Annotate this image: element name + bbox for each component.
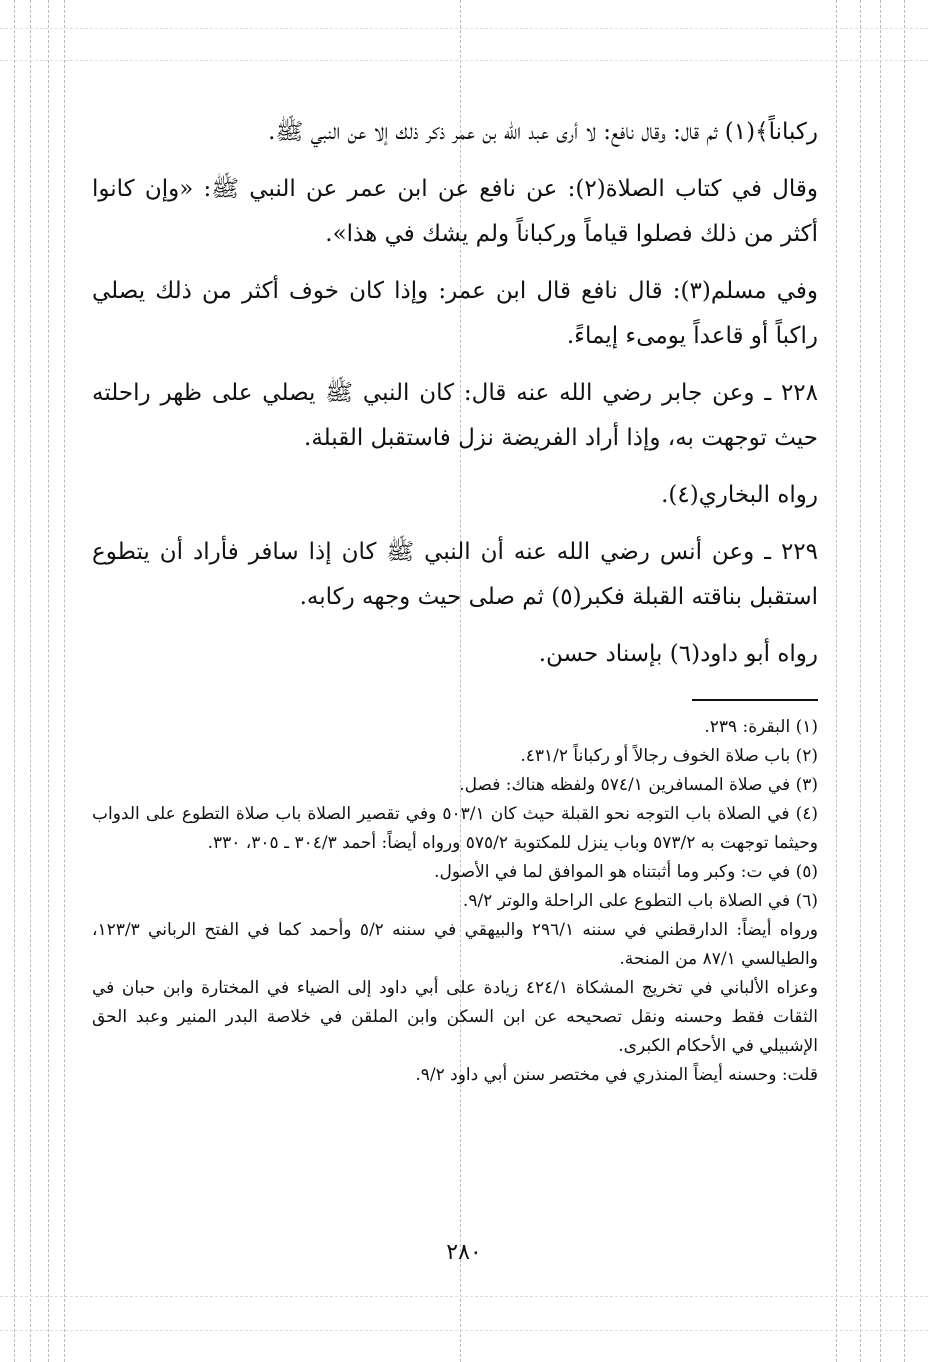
footnote: (٢) باب صلاة الخوف رجالاً أو ركباناً ٤٣١/٢. <box>520 746 818 766</box>
page-number: ٢٨٠ <box>446 1240 482 1265</box>
guide-line <box>0 28 928 29</box>
guide-line <box>0 60 928 61</box>
body-paragraph: ٢٢٨ ـ وعن جابر رضي الله عنه قال: كان النبي ﷺ يصلي على ظهر راحلته حيث توجهت به، وإذا أراد الفريضة نزل فاستقبل القبلة. <box>92 380 818 451</box>
guide-line <box>0 1296 928 1297</box>
footnote: ورواه أيضاً: الدارقطني في سننه ٢٩٦/١ والبيهقي في سننه ٥/٢ وأحمد كما في الفتح الرباني ١٢٣/٣، والطيالسي ٨٧/١ من المنحة. <box>92 920 818 969</box>
footnote: (١) البقرة: ٢٣٩. <box>704 717 818 737</box>
guide-line <box>880 0 881 1362</box>
guide-line <box>64 0 65 1362</box>
guide-line <box>0 1330 928 1331</box>
body-paragraph: رواه البخاري(٤). <box>661 482 818 508</box>
footnote-separator <box>692 699 818 701</box>
footnote: وعزاه الألباني في تخريج المشكاة ٤٢٤/١ زيادة على أبي داود إلى الضياء في المختارة وابن حبان في الثقات فقط وحسنه ونقل تصحيحه عن ابن السكن وابن الملقن في خلاصة البدر المنير وعبد الحق الإشبيلي في الأحكام الكبرى. <box>92 978 818 1056</box>
guide-line <box>860 0 861 1362</box>
body-paragraph: وفي مسلم(٣): قال نافع قال ابن عمر: وإذا كان خوف أكثر من ذلك يصلي راكباً أو قاعداً يومىء إيماءً. <box>92 278 818 349</box>
footnote: (٤) في الصلاة باب التوجه نحو القبلة حيث كان ٥٠٣/١ وفي تقصير الصلاة باب صلاة التطوع على الدواب وحيثما توجهت به ٥٧٣/٢ وباب ينزل للمكتوبة ٥٧٥/٢ ورواه أيضاً: أحمد ٣٠٤/٣ ـ ٣٠٥، ٣٣٠. <box>92 804 818 853</box>
footnote: قلت: وحسنه أيضاً المنذري في مختصر سنن أبي داود ٩/٢. <box>415 1065 818 1085</box>
body-paragraph: رواه أبو داود(٦) بإسناد حسن. <box>538 641 818 667</box>
guide-line <box>904 0 905 1362</box>
guide-line <box>836 0 837 1362</box>
footnote: (٦) في الصلاة باب التطوع على الراحلة والوتر ٩/٢. <box>462 891 818 911</box>
footnote: (٥) في ت: وكبر وما أثبتناه هو الموافق لما في الأصول. <box>434 862 818 882</box>
body-paragraph: ٢٢٩ ـ وعن أنس رضي الله عنه أن النبي ﷺ كان إذا سافر فأراد أن يتطوع استقبل بناقته القبلة فكبر(٥) ثم صلى حيث وجهه ركابه. <box>92 539 818 610</box>
body-paragraph: وقال في كتاب الصلاة(٢): عن نافع عن ابن عمر عن النبي ﷺ: «وإن كانوا أكثر من ذلك فصلوا قياماً وركباناً ولم يشك في هذا». <box>92 176 818 247</box>
page-content <box>92 110 818 1090</box>
footnote: (٣) في صلاة المسافرين ٥٧٤/١ ولفظه هناك: فصل. <box>459 775 818 795</box>
guide-line <box>14 0 15 1362</box>
guide-line <box>48 0 49 1362</box>
guide-line <box>30 0 31 1362</box>
body-paragraph: ركباناً﴾(١) ثم قال: وقال نافع: لا أرى عبد الله بن عمر ذكر ذلك إلا عن النبي ﷺ. <box>268 119 818 145</box>
